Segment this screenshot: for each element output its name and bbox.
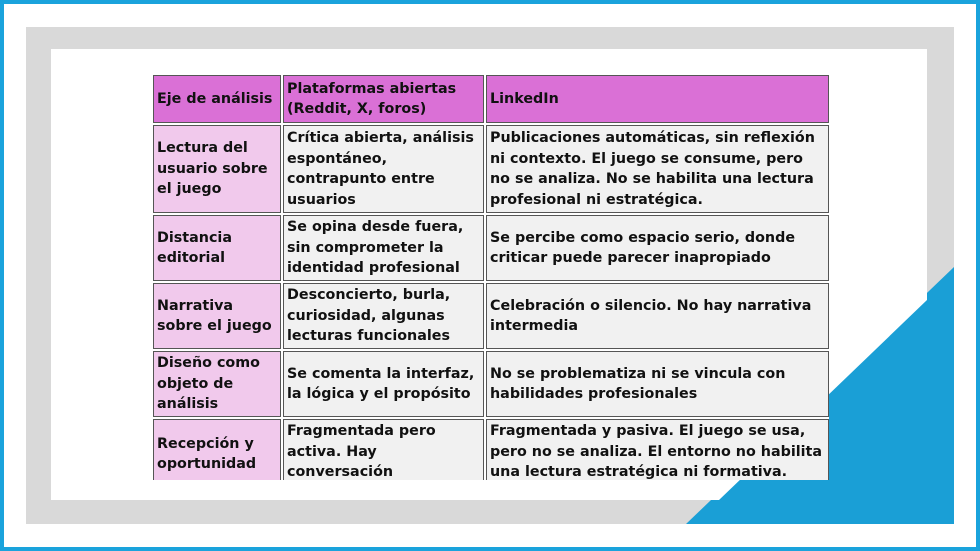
header-cell-open-platforms: Plataformas abiertas (Reddit, X, foros) xyxy=(283,75,484,123)
comparison-table xyxy=(151,73,829,480)
row-label-cell: Distancia editorial xyxy=(153,215,281,281)
table-row xyxy=(153,351,829,417)
header-cell-linkedin: LinkedIn xyxy=(486,75,829,123)
linkedin-cell: Se percibe como espacio serio, donde criticar puede parecer inapropiado xyxy=(486,215,829,281)
open-platforms-cell: Se opina desde fuera, sin comprometer la identidad profesional xyxy=(283,215,484,281)
open-platforms-cell: Desconcierto, burla, curiosidad, algunas lecturas funcionales xyxy=(283,283,484,349)
header-cell-axis: Eje de análisis xyxy=(153,75,281,123)
row-label-cell: Diseño como objeto de análisis xyxy=(153,351,281,417)
row-label-cell: Lectura del usuario sobre el juego xyxy=(153,125,281,213)
open-platforms-cell: Fragmentada pero activa. Hay conversación xyxy=(283,419,484,480)
row-label-cell: Recepción y oportunidad xyxy=(153,419,281,480)
table-row xyxy=(153,419,829,480)
open-platforms-cell: Se comenta la interfaz, la lógica y el propósito xyxy=(283,351,484,417)
linkedin-cell: Publicaciones automáticas, sin reflexión ni contexto. El juego se consume, pero no se analiza. No se habilita una lectura profesional ni estratégica. xyxy=(486,125,829,213)
linkedin-cell: No se problematiza ni se vincula con habilidades profesionales xyxy=(486,351,829,417)
table-row xyxy=(153,125,829,213)
table-row xyxy=(153,283,829,349)
linkedin-cell: Fragmentada y pasiva. El juego se usa, pero no se analiza. El entorno no habilita una lectura estratégica ni formativa. xyxy=(486,419,829,480)
comparison-table-container xyxy=(151,73,829,480)
table-row xyxy=(153,215,829,281)
row-label-cell: Narrativa sobre el juego xyxy=(153,283,281,349)
table-header-row xyxy=(153,75,829,123)
linkedin-cell: Celebración o silencio. No hay narrativa intermedia xyxy=(486,283,829,349)
open-platforms-cell: Crítica abierta, análisis espontáneo, contrapunto entre usuarios xyxy=(283,125,484,213)
